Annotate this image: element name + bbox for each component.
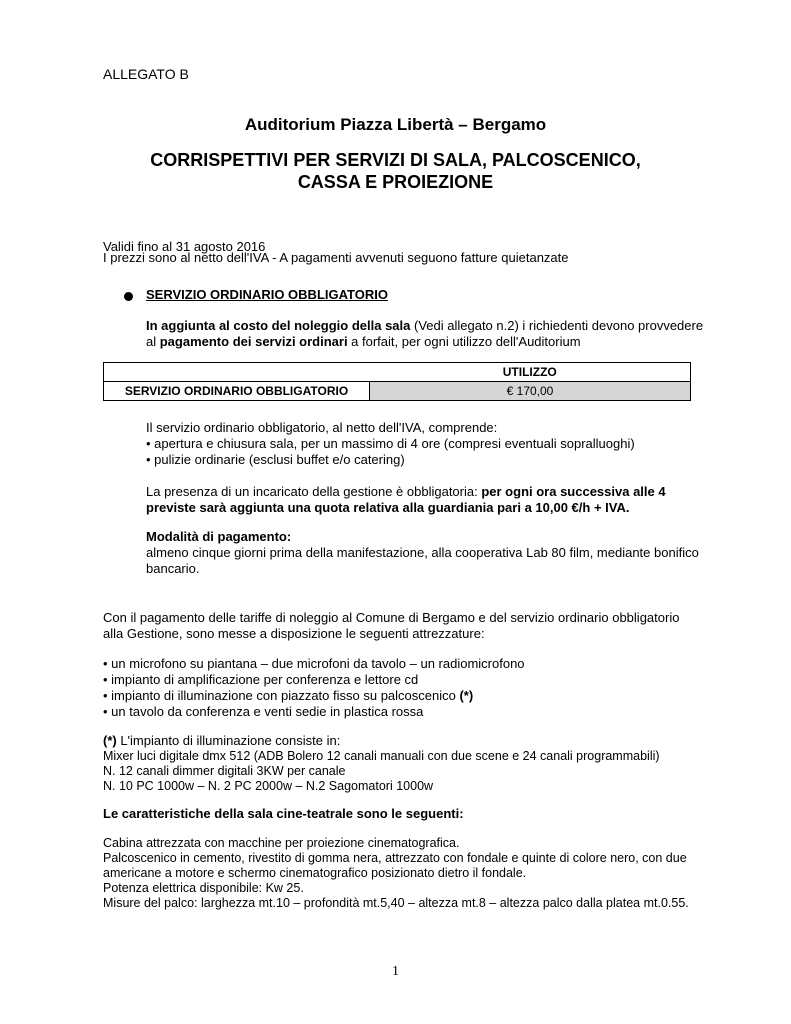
footnote-mark: (*) <box>459 688 474 703</box>
table-row-price: € 170,00 <box>370 382 691 401</box>
service-details <box>146 420 706 468</box>
features-list <box>103 836 693 911</box>
lighting-line-dimmer: N. 12 canali dimmer digitali 3KW per canale <box>103 764 346 778</box>
bullet-dot-icon <box>124 292 133 301</box>
payment-section <box>146 529 706 577</box>
intro-bold-rental: In aggiunta al costo del noleggio della sala <box>146 318 411 333</box>
features-line-power: Potenza elettrica disponibile: Kw 25. <box>103 881 304 895</box>
lighting-line-spots: N. 10 PC 1000w – N. 2 PC 2000w – N.2 Sagomatori 1000w <box>103 779 434 793</box>
lighting-title <box>103 733 723 749</box>
equipment-intro: Con il pagamento delle tariffe di noleggio al Comune di Bergamo e del servizio ordinario obbligatorio alla Gestione, sono messe a disposizione le seguenti attrezzature: <box>103 610 680 641</box>
payment-text: almeno cinque giorni prima della manifestazione, alla cooperativa Lab 80 film, mediante bonifico bancario. <box>146 545 699 576</box>
intro-text-1: (Vedi allegato n.2) i richiedenti devono provvedere al <box>146 318 704 349</box>
intro-text-2: a forfait, per ogni utilizzo dell'Auditorium <box>347 334 581 349</box>
details-item-opening: • apertura e chiusura sala, per un massimo di 4 ore (compresi eventuali sopralluoghi) <box>146 436 635 451</box>
presence-note <box>146 484 706 516</box>
list-item: • un microfono su piantana – due microfoni da tavolo – un radiomicrofono <box>103 656 525 671</box>
details-item-cleaning: • pulizie ordinarie (esclusi buffet e/o catering) <box>146 452 405 467</box>
list-item: • impianto di amplificazione per conferenza e lettore cd <box>103 672 419 687</box>
lighting-title-text: L'impianto di illuminazione consiste in: <box>116 733 341 748</box>
features-line-measures: Misure del palco: larghezza mt.10 – profondità mt.5,40 – altezza mt.8 – altezza palco dalla platea mt.0.55. <box>103 896 689 910</box>
details-lead: Il servizio ordinario obbligatorio, al netto dell'IVA, comprende: <box>146 420 498 435</box>
table-row <box>104 382 691 401</box>
equipment-list <box>103 656 703 720</box>
page-title-line-1: CORRISPETTIVI PER SERVIZI DI SALA, PALCOSCENICO, <box>150 150 641 170</box>
vat-note-text: I prezzi sono al netto dell'IVA - A pagamenti avvenuti seguono fatture quietanzate <box>103 250 569 265</box>
table-row-label: SERVIZIO ORDINARIO OBBLIGATORIO <box>104 382 370 401</box>
features-title: Le caratteristiche della sala cine-teatrale sono le seguenti: <box>103 806 464 821</box>
lighting-section <box>103 733 723 794</box>
page-number: 1 <box>392 964 399 979</box>
table-header-empty-cell <box>104 363 370 382</box>
service-intro <box>146 318 706 350</box>
presence-bold-text: per ogni ora successiva alle 4 previste sarà aggiunta una quota relativa alla guardiania pari a 10,00 €/h + IVA. <box>146 484 666 515</box>
features-line-booth: Cabina attrezzata con macchine per proiezione cinematografica. <box>103 836 460 850</box>
list-item <box>103 688 703 704</box>
list-item-text: • impianto di illuminazione con piazzato fisso su palcoscenico <box>103 688 460 703</box>
payment-title: Modalità di pagamento: <box>146 529 292 544</box>
annex-label: ALLEGATO B <box>103 66 189 82</box>
features-line-stage: Palcoscenico in cemento, rivestito di gomma nera, attrezzato con fondale e quinte di colore nero, con due americane a motore e schermo cinematografico posizionato dietro il fondale. <box>103 851 687 880</box>
validity-notes <box>103 241 569 263</box>
lighting-line-mixer: Mixer luci digitale dmx 512 (ADB Bolero 12 canali manuali con due scene e 24 canali programmabili) <box>103 749 660 763</box>
valid-until-text: Validi fino al 31 agosto 2016 <box>103 239 266 254</box>
page-title <box>0 149 791 193</box>
footnote-mark: (*) <box>103 733 117 748</box>
presence-text: La presenza di un incaricato della gestione è obbligatoria: <box>146 484 482 499</box>
price-table <box>103 362 691 401</box>
venue-title: Auditorium Piazza Libertà – Bergamo <box>244 115 547 134</box>
intro-bold-services: pagamento dei servizi ordinari <box>159 334 348 349</box>
list-item: • un tavolo da conferenza e venti sedie in plastica rossa <box>103 704 424 719</box>
table-header-utilizzo: UTILIZZO <box>370 363 691 382</box>
page-title-line-2: CASSA E PROIEZIONE <box>297 172 494 192</box>
table-header-row <box>104 363 691 382</box>
service-heading: SERVIZIO ORDINARIO OBBLIGATORIO <box>146 287 388 302</box>
